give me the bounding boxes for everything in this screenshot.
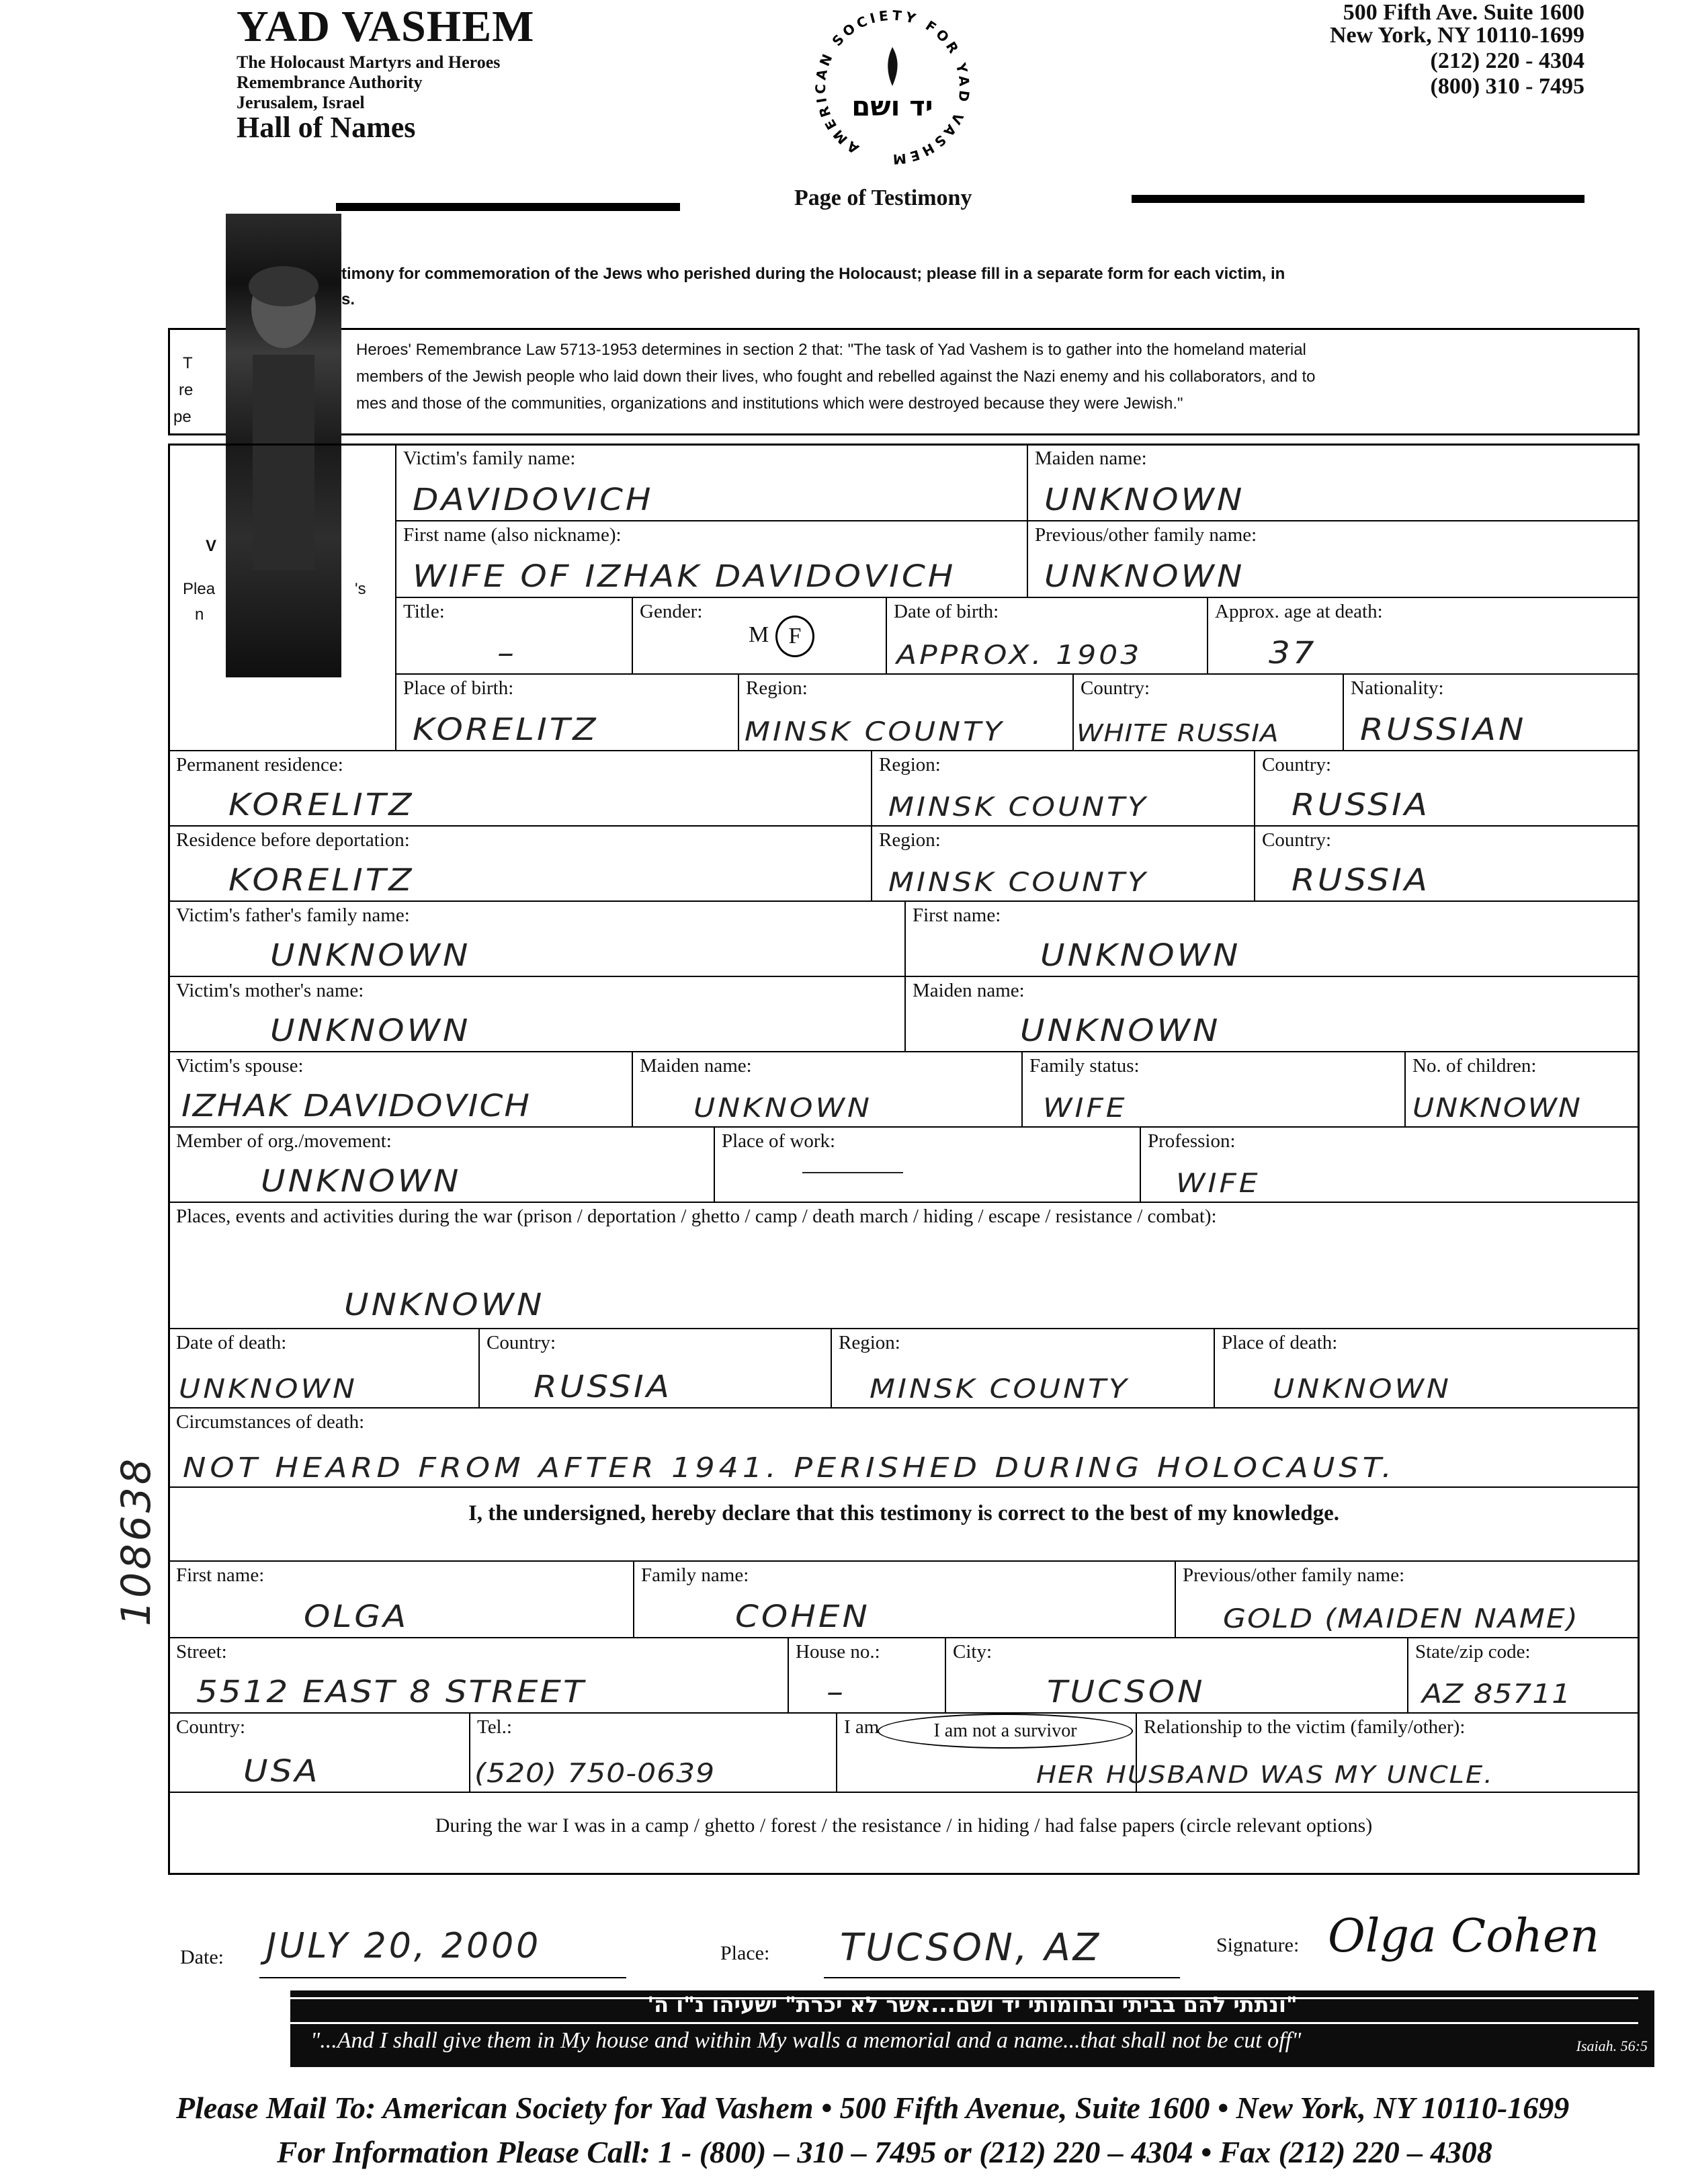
death-country-value: RUSSIA — [534, 1369, 672, 1404]
label: Family name: — [641, 1564, 749, 1586]
death-place-value: UNKNOWN — [1273, 1374, 1451, 1404]
victim-title-value: – — [497, 635, 517, 671]
submitter-tel-value: (520) 750-0639 — [474, 1758, 716, 1789]
victim-birthplace-value: KORELITZ — [413, 712, 599, 747]
page-title: Page of Testimony — [794, 185, 972, 210]
label: Circumstances of death: — [176, 1411, 365, 1433]
death-date-value: UNKNOWN — [179, 1374, 357, 1404]
place-label: Place: — [720, 1942, 770, 1964]
label: Tel.: — [477, 1716, 512, 1738]
victim-dob-field[interactable] — [886, 597, 1208, 675]
label: Family status: — [1029, 1055, 1140, 1077]
label: Date of death: — [176, 1332, 287, 1353]
org-subtitle-2: Remembrance Authority — [237, 73, 423, 92]
label: City: — [953, 1641, 992, 1663]
victim-nationality-value: RUSSIAN — [1360, 712, 1527, 747]
label: Region: — [879, 754, 941, 775]
label: Profession: — [1148, 1130, 1236, 1152]
death-circumstances-value: NOT HEARD FROM AFTER 1941. PERISHED DURING HOLOCAUST. — [183, 1451, 1396, 1484]
label: Member of org./movement: — [176, 1130, 392, 1152]
gender-option-m[interactable]: M — [749, 622, 769, 647]
spouse-maiden-name-field[interactable] — [632, 1051, 1023, 1128]
label: Previous/other family name: — [1035, 524, 1257, 546]
org-subtitle-3: Jerusalem, Israel — [237, 93, 365, 112]
spouse-maiden-name-value: UNKNOWN — [693, 1093, 872, 1124]
death-place-field[interactable] — [1214, 1328, 1640, 1409]
submitter-city-value: TUCSON — [1047, 1674, 1205, 1710]
label: Place of work: — [722, 1130, 836, 1152]
phone-line-2: (800) 310 - 7495 — [1430, 74, 1584, 99]
org-subtitle-1: The Holocaust Martyrs and Heroes — [237, 52, 501, 72]
address-line-1: 500 Fifth Ave. Suite 1600 — [1343, 0, 1584, 25]
label: Approx. age at death: — [1215, 601, 1383, 622]
label: Country: — [1081, 677, 1150, 699]
yad-vashem-logo — [812, 7, 973, 175]
submitter-country-value: USA — [243, 1753, 321, 1789]
permanent-region-value: MINSK COUNTY — [888, 792, 1148, 823]
org-movement-field[interactable] — [168, 1126, 715, 1203]
before-country-value: RUSSIA — [1292, 862, 1430, 898]
declaration-text: I, the undersigned, hereby declare that this testimony is correct to the best of my knowledge. — [468, 1501, 1340, 1525]
victim-dob-value: APPROX. 1903 — [896, 640, 1142, 671]
org-name: YAD VASHEM — [237, 2, 535, 51]
label: Maiden name: — [913, 980, 1025, 1001]
phone-line-1: (212) 220 - 4304 — [1430, 48, 1584, 73]
submitter-state-zip-value: AZ 85711 — [1422, 1679, 1572, 1710]
death-region-value: MINSK COUNTY — [870, 1374, 1130, 1404]
banner-english: "...And I shall give them in My house and within My walls a memorial and a name...that shall not be cut off" — [310, 2028, 1302, 2053]
children-value: UNKNOWN — [1412, 1093, 1582, 1124]
label: Region: — [839, 1332, 900, 1353]
mother-name-value: UNKNOWN — [270, 1013, 471, 1048]
org-movement-value: UNKNOWN — [261, 1163, 462, 1199]
death-region-field[interactable] — [831, 1328, 1215, 1409]
victim-nationality-field[interactable] — [1343, 673, 1640, 751]
label: Victim's family name: — [403, 448, 576, 469]
label: Victim's father's family name: — [176, 905, 410, 926]
svg-text:AMERICAN SOCIETY FOR YAD VASHE — [812, 7, 972, 168]
label: Places, events and activities during the war (prison / deportation / ghetto / camp / death march / hiding / escape / resistance / combat): — [176, 1206, 1217, 1227]
mother-maiden-name-value: UNKNOWN — [1020, 1013, 1221, 1048]
date-value: JULY 20, 2000 — [266, 1926, 542, 1966]
war-options-text: During the war I was in a camp / ghetto / forest / the resistance / in hiding / had false papers (circle relevant options) — [435, 1814, 1373, 1837]
victim-first-name-value: WIFE OF IZHAK DAVIDOVICH — [413, 558, 956, 594]
victim-age-value: 37 — [1269, 635, 1317, 671]
label: First name: — [176, 1564, 265, 1586]
residence-before-deportation-field[interactable] — [168, 825, 872, 902]
victim-family-name-value: DAVIDOVICH — [413, 482, 654, 517]
submitter-country-field[interactable] — [168, 1712, 470, 1793]
profession-value: WIFE — [1176, 1168, 1261, 1199]
law-line-1: Heroes' Remembrance Law 5713-1953 determines in section 2 that: "The task of Yad Vashem is to gather into the homeland material — [356, 341, 1306, 359]
label: Residence before deportation: — [176, 829, 410, 851]
label: Maiden name: — [640, 1055, 752, 1077]
law-fragment-t: T — [183, 354, 193, 372]
permanent-residence-value: KORELITZ — [228, 787, 415, 823]
victim-prev-family-name-value: UNKNOWN — [1044, 558, 1245, 594]
label: Country: — [1262, 754, 1332, 775]
submitter-relationship-field[interactable] — [1036, 1712, 1640, 1793]
before-region-field[interactable] — [871, 825, 1255, 902]
before-country-field[interactable] — [1254, 825, 1640, 902]
label: Country: — [176, 1716, 246, 1738]
submitter-relationship-value: HER HUSBAND WAS MY UNCLE. — [1036, 1761, 1494, 1789]
side-fragment-v: V — [206, 537, 217, 555]
label: State/zip code: — [1415, 1641, 1531, 1663]
spouse-field[interactable] — [168, 1051, 633, 1128]
side-record-number: 108638 — [113, 1456, 160, 1626]
victim-family-name-field[interactable] — [395, 444, 1028, 521]
date-line — [259, 1977, 626, 1978]
victim-maiden-name-field[interactable] — [1027, 444, 1640, 521]
label: Maiden name: — [1035, 448, 1147, 469]
label: Region: — [746, 677, 808, 699]
profession-field[interactable] — [1140, 1126, 1640, 1203]
death-country-field[interactable] — [478, 1328, 832, 1409]
place-line — [824, 1977, 1180, 1978]
label: House no.: — [796, 1641, 880, 1663]
place-value: TUCSON, AZ — [840, 1926, 1102, 1970]
label: Previous/other family name: — [1183, 1564, 1405, 1586]
submitter-prev-name-value: GOLD (MAIDEN NAME) — [1223, 1603, 1579, 1634]
submitter-family-name-field[interactable] — [633, 1560, 1176, 1638]
label: Title: — [403, 601, 445, 622]
victim-age-field[interactable] — [1207, 597, 1640, 675]
mother-maiden-name-field[interactable] — [904, 976, 1640, 1052]
banner-hebrew: "ונתתי להם בביתי ובחומותי יד ושם...אשר לא יכרת" ישעיהו נ"ו ה' — [647, 1992, 1298, 2017]
submitter-family-name-value: COHEN — [735, 1599, 870, 1634]
footer-mail: Please Mail To: American Society for Yad Vashem • 500 Fifth Avenue, Suite 1600 • New York, NY 10110-1699 — [176, 2091, 1570, 2125]
victim-prev-family-name-field[interactable] — [1027, 520, 1640, 598]
hall-of-names: Hall of Names — [237, 111, 416, 144]
victim-gender-field[interactable] — [632, 597, 887, 675]
label: Nationality: — [1351, 677, 1444, 699]
father-family-name-field[interactable] — [168, 900, 906, 977]
father-first-name-value: UNKNOWN — [1040, 937, 1241, 973]
victim-birth-region-value: MINSK COUNTY — [745, 716, 1005, 747]
submitter-prev-name-field[interactable] — [1175, 1560, 1640, 1638]
submitter-street-value: 5512 EAST 8 STREET — [196, 1674, 586, 1710]
label: Date of birth: — [894, 601, 999, 622]
victim-birthplace-field[interactable] — [395, 673, 739, 751]
law-fragment-pe: pe — [173, 408, 192, 426]
war-activities-field[interactable] — [168, 1202, 1640, 1329]
gender-option-f-circled[interactable]: F — [775, 616, 814, 657]
place-of-work-field[interactable] — [714, 1126, 1141, 1203]
label: Gender: — [640, 601, 703, 622]
label: Victim's mother's name: — [176, 980, 364, 1001]
submitter-house-no-value: – — [827, 1674, 846, 1710]
submitter-tel-field[interactable] — [469, 1712, 837, 1793]
before-region-value: MINSK COUNTY — [888, 867, 1148, 898]
intro-line-1: timony for commemoration of the Jews who perished during the Holocaust; please fill in a separate form for each victim, in — [341, 265, 1285, 283]
label: Place of death: — [1222, 1332, 1338, 1353]
label: I am — [844, 1716, 880, 1738]
victim-maiden-name-value: UNKNOWN — [1044, 482, 1245, 517]
father-first-name-field[interactable] — [904, 900, 1640, 977]
label: Place of birth: — [403, 677, 514, 699]
label: Relationship to the victim (family/other): — [1144, 1716, 1466, 1738]
label: First name (also nickname): — [403, 524, 622, 546]
permanent-country-field[interactable] — [1254, 750, 1640, 827]
submitter-first-name-field[interactable] — [168, 1560, 634, 1638]
title-rule-left — [336, 203, 680, 211]
death-date-field[interactable] — [168, 1328, 480, 1409]
label: Region: — [879, 829, 941, 851]
label: Victim's spouse: — [176, 1055, 304, 1077]
banner-citation: Isaiah. 56:5 — [1576, 2038, 1648, 2054]
place-of-work-dash — [802, 1172, 903, 1173]
label: Country: — [487, 1332, 556, 1353]
quote-banner — [290, 1990, 1654, 2067]
victim-birth-region-field[interactable] — [738, 673, 1074, 751]
signature-label: Signature: — [1216, 1934, 1300, 1956]
side-fragment-plea: Plea — [183, 580, 216, 598]
side-fragment-s: 's — [355, 580, 366, 598]
victim-title-field[interactable] — [395, 597, 633, 675]
side-fragment-n: n — [195, 605, 204, 624]
label: No. of children: — [1412, 1055, 1537, 1077]
submitter-street-field[interactable] — [168, 1637, 789, 1714]
submitter-state-zip-field[interactable] — [1407, 1637, 1640, 1714]
label: Permanent residence: — [176, 754, 343, 775]
label: Street: — [176, 1641, 227, 1663]
father-family-name-value: UNKNOWN — [270, 937, 471, 973]
submitter-city-field[interactable] — [945, 1637, 1408, 1714]
law-line-3: mes and those of the communities, organizations and institutions which were destroyed because they were Jewish." — [356, 394, 1183, 413]
not-survivor-circled[interactable]: I am not a survivor — [878, 1714, 1133, 1749]
war-activities-value: UNKNOWN — [344, 1287, 545, 1322]
residence-before-deportation-value: KORELITZ — [228, 862, 415, 898]
submitter-first-name-value: OLGA — [304, 1599, 409, 1634]
law-line-2: members of the Jewish people who laid down their lives, who fought and rebelled against the Nazi enemy and his collaborators, and to — [356, 368, 1316, 386]
permanent-residence-field[interactable] — [168, 750, 872, 827]
logo-ring-text: AMERICAN SOCIETY FOR YAD VASHEM — [812, 7, 973, 168]
family-status-field[interactable] — [1021, 1051, 1406, 1128]
spouse-value: IZHAK DAVIDOVICH — [181, 1088, 531, 1124]
permanent-country-value: RUSSIA — [1292, 787, 1430, 823]
label: Country: — [1262, 829, 1332, 851]
address-line-2: New York, NY 10110-1699 — [1329, 23, 1584, 48]
children-field[interactable] — [1404, 1051, 1640, 1128]
signature: Olga Cohen — [1328, 1910, 1599, 1963]
victim-birth-country-field[interactable] — [1072, 673, 1344, 751]
family-status-value: WIFE — [1043, 1093, 1128, 1124]
permanent-region-field[interactable] — [871, 750, 1255, 827]
death-circumstances-field[interactable] — [168, 1407, 1640, 1488]
title-rule-right — [1132, 195, 1584, 203]
victim-birth-country-value: WHITE RUSSIA — [1076, 719, 1279, 747]
law-fragment-re: re — [179, 381, 194, 399]
submitter-house-no-field[interactable] — [788, 1637, 946, 1714]
footer-info: For Information Please Call: 1 - (800) – 310 – 7495 or (212) 220 – 4304 • Fax (212) 220 – 4308 — [277, 2135, 1492, 2169]
victim-first-name-field[interactable] — [395, 520, 1028, 598]
label: First name: — [913, 905, 1001, 926]
intro-line-2: s. — [341, 290, 355, 308]
logo-hebrew: יד ושם — [851, 91, 933, 122]
mother-name-field[interactable] — [168, 976, 906, 1052]
date-label: Date: — [180, 1946, 224, 1968]
